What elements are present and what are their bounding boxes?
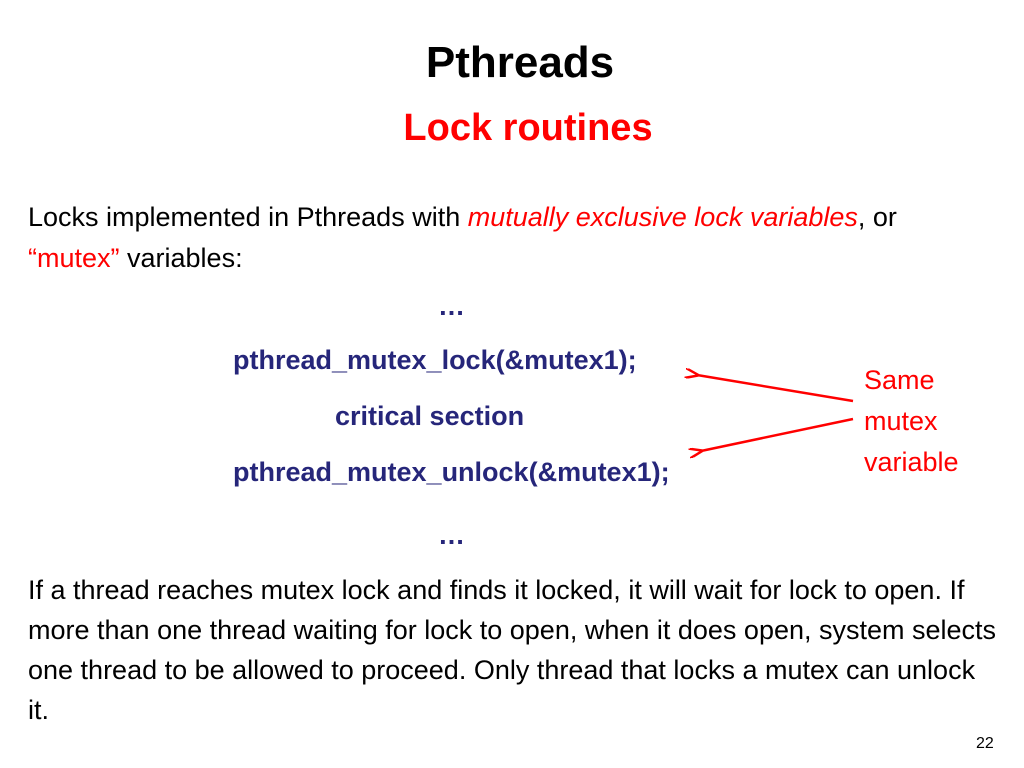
annotation-line-1: Same: [864, 365, 935, 395]
code-ellipsis-top: …: [438, 291, 465, 321]
intro-highlight-mutually-exclusive: mutually exclusive lock variables: [467, 202, 858, 232]
intro-part-or: , or: [857, 202, 897, 232]
intro-highlight-mutex: “mutex”: [28, 243, 120, 273]
code-critical-section: critical section: [335, 401, 525, 431]
code-ellipsis-bottom: …: [438, 520, 465, 550]
explanation-paragraph: If a thread reaches mutex lock and finds it locked, it will wait for lock to open. If more than one thread waiting for lock to open, when it does open, system selects one thread to be allowed to proceed. Only thread that locks a mutex can unlock it.: [28, 575, 997, 725]
intro-part-variables: variables:: [119, 243, 243, 273]
page-number: 22: [976, 735, 994, 752]
intro-part-plain: Locks implemented in Pthreads with: [28, 202, 468, 232]
arrow-to-unlock: [701, 419, 853, 451]
annotation-line-2: mutex: [864, 406, 938, 436]
code-mutex-unlock: pthread_mutex_unlock(&mutex1);: [233, 457, 670, 487]
arrow-to-lock: [697, 375, 853, 401]
slide-subtitle: Lock routines: [403, 107, 653, 149]
annotation-line-3: variable: [864, 447, 959, 477]
slide-title: Pthreads: [425, 38, 615, 87]
code-mutex-lock: pthread_mutex_lock(&mutex1);: [233, 345, 637, 375]
annotation-same-mutex: [864, 360, 1004, 483]
intro-text: [28, 197, 988, 279]
